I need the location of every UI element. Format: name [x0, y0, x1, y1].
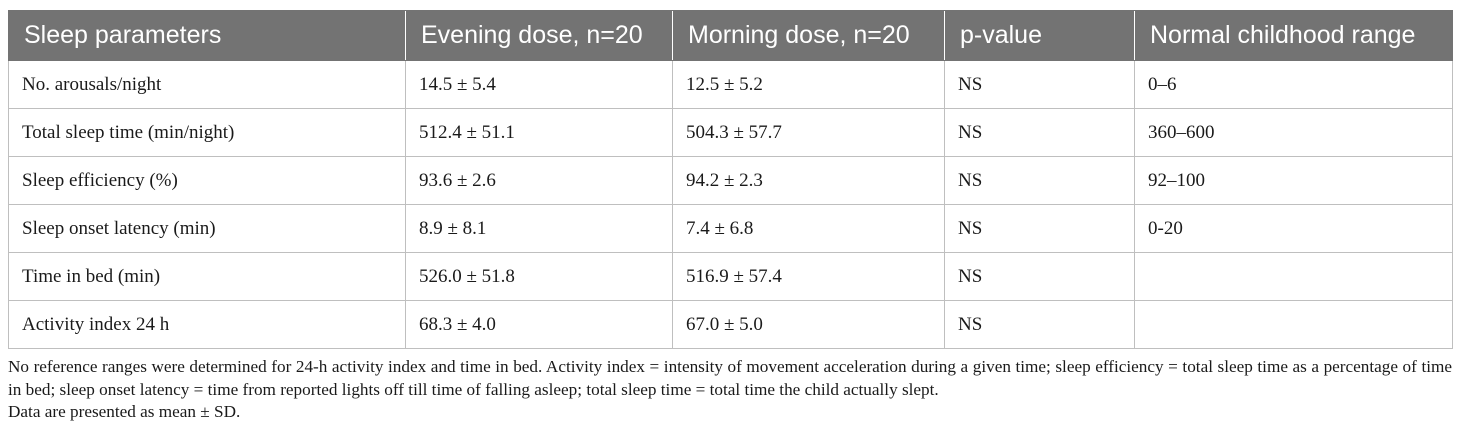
cell-evening: 8.9 ± 8.1: [406, 205, 673, 253]
cell-morning: 516.9 ± 57.4: [673, 253, 945, 301]
sleep-parameters-table-container: [8, 10, 1452, 349]
footnote-definitions: No reference ranges were determined for 24-h activity index and time in bed. Activity index = intensity of movement acceleration during a given time; sleep efficiency = total sleep time as a percentage of time in bed; sleep onset latency = time from reported lights off till time of falling asleep; total sleep time = total time the child actually slept.: [8, 357, 1452, 399]
cell-morning: 67.0 ± 5.0: [673, 301, 945, 349]
cell-evening: 68.3 ± 4.0: [406, 301, 673, 349]
cell-normal-range: [1135, 301, 1453, 349]
header-morning-dose: Morning dose, n=20: [673, 11, 945, 61]
table-row: [9, 205, 1453, 253]
cell-normal-range: 0–6: [1135, 61, 1453, 109]
cell-morning: 12.5 ± 5.2: [673, 61, 945, 109]
cell-morning: 504.3 ± 57.7: [673, 109, 945, 157]
cell-p-value: NS: [945, 109, 1135, 157]
table-footnotes: [8, 356, 1452, 424]
header-normal-range: Normal childhood range: [1135, 11, 1453, 61]
cell-normal-range: 0-20: [1135, 205, 1453, 253]
cell-parameter: Sleep onset latency (min): [9, 205, 406, 253]
cell-normal-range: 92–100: [1135, 157, 1453, 205]
cell-p-value: NS: [945, 301, 1135, 349]
footnote-data-presentation: Data are presented as mean ± SD.: [8, 402, 241, 421]
cell-p-value: NS: [945, 157, 1135, 205]
table-row: [9, 61, 1453, 109]
header-sleep-parameters: Sleep parameters: [9, 11, 406, 61]
cell-p-value: NS: [945, 205, 1135, 253]
cell-parameter: Activity index 24 h: [9, 301, 406, 349]
cell-parameter: Total sleep time (min/night): [9, 109, 406, 157]
header-p-value: p-value: [945, 11, 1135, 61]
table-row: [9, 301, 1453, 349]
cell-parameter: Sleep efficiency (%): [9, 157, 406, 205]
cell-morning: 7.4 ± 6.8: [673, 205, 945, 253]
cell-evening: 512.4 ± 51.1: [406, 109, 673, 157]
table-row: [9, 157, 1453, 205]
cell-parameter: Time in bed (min): [9, 253, 406, 301]
cell-parameter: No. arousals/night: [9, 61, 406, 109]
cell-p-value: NS: [945, 253, 1135, 301]
header-evening-dose: Evening dose, n=20: [406, 11, 673, 61]
sleep-parameters-table: [8, 10, 1453, 349]
cell-evening: 14.5 ± 5.4: [406, 61, 673, 109]
table-row: [9, 109, 1453, 157]
cell-evening: 93.6 ± 2.6: [406, 157, 673, 205]
cell-evening: 526.0 ± 51.8: [406, 253, 673, 301]
table-header-row: [9, 11, 1453, 61]
table-row: [9, 253, 1453, 301]
cell-p-value: NS: [945, 61, 1135, 109]
cell-normal-range: 360–600: [1135, 109, 1453, 157]
cell-normal-range: [1135, 253, 1453, 301]
cell-morning: 94.2 ± 2.3: [673, 157, 945, 205]
